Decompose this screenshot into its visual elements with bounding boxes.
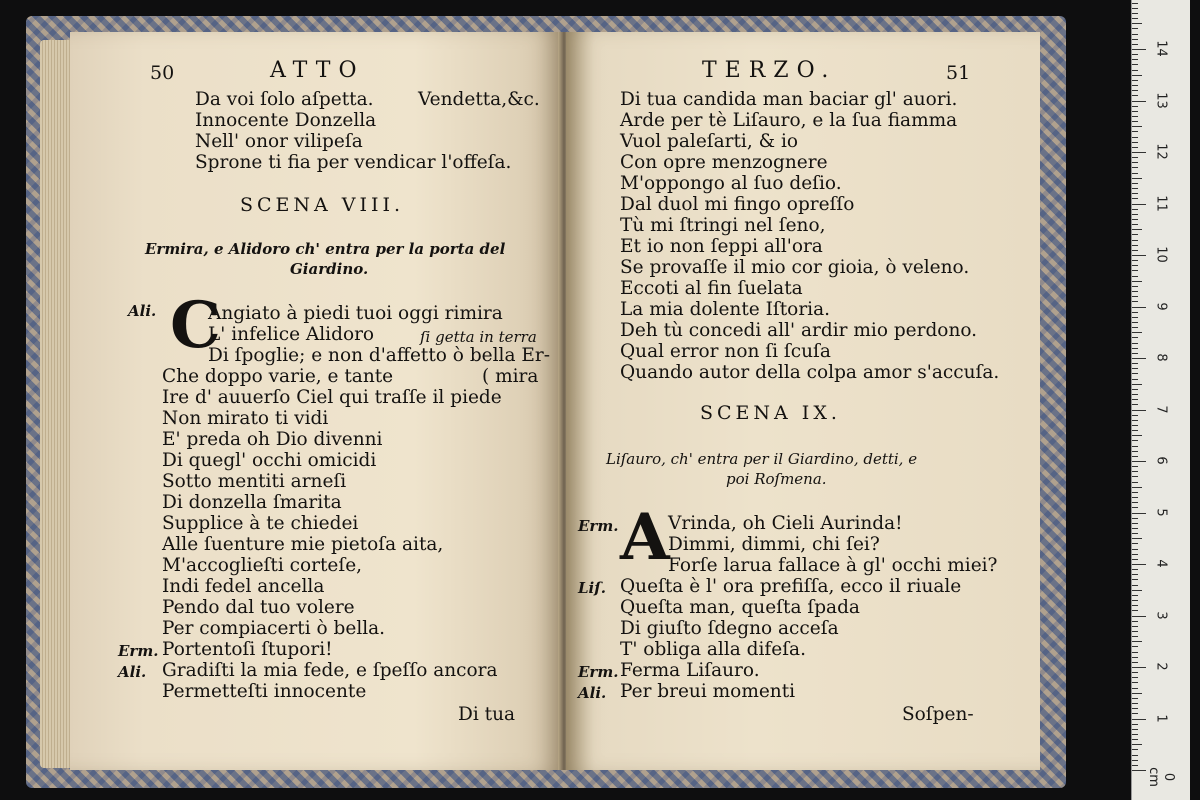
ruler-tick xyxy=(1132,142,1138,143)
ruler-tick xyxy=(1132,209,1138,210)
ruler-tick xyxy=(1132,116,1138,117)
turnover-text: ( mira xyxy=(482,366,539,387)
ruler-tick xyxy=(1132,770,1146,771)
ruler-label: 3 xyxy=(1153,610,1169,620)
ruler-tick xyxy=(1132,564,1146,565)
ruler-tick xyxy=(1132,420,1138,421)
ruler-tick xyxy=(1132,379,1138,380)
verse-line: Di donzella ſmarita xyxy=(162,492,342,513)
right-running-head: TERZO. xyxy=(702,58,837,83)
ruler-tick xyxy=(1132,724,1138,725)
verse-line: Tù mi ſtringi nel ſeno, xyxy=(620,215,826,236)
ruler-tick xyxy=(1132,693,1142,694)
ruler-tick xyxy=(1132,631,1138,632)
scene-description: poi Roſmena. xyxy=(726,470,827,488)
ruler-tick xyxy=(1132,621,1138,622)
ruler-tick xyxy=(1132,260,1138,261)
ruler-tick xyxy=(1132,270,1138,271)
ruler-tick xyxy=(1132,430,1138,431)
verse-line: Dal duol mi fingo opreſſo xyxy=(620,194,855,215)
ruler-tick xyxy=(1132,744,1142,745)
ruler-label: 11 xyxy=(1153,194,1169,212)
ruler-tick xyxy=(1132,8,1138,9)
right-page-number: 51 xyxy=(946,62,971,84)
verse-line: Gradiſti la mia fede, e ſpeſſo ancora xyxy=(162,660,498,681)
ruler-tick xyxy=(1132,198,1138,199)
measurement-ruler xyxy=(1131,0,1190,800)
ruler-label: 5 xyxy=(1153,507,1169,517)
verse-line: Deh tù concedi all' ardir mio perdono. xyxy=(620,320,978,341)
ruler-tick xyxy=(1132,90,1138,91)
scene-title: SCENA IX. xyxy=(700,402,841,424)
ruler-tick xyxy=(1132,440,1138,441)
ruler-tick xyxy=(1132,214,1138,215)
ruler-tick xyxy=(1132,204,1146,205)
ruler-tick xyxy=(1132,523,1138,524)
ruler-tick xyxy=(1132,348,1138,349)
left-page xyxy=(70,32,562,770)
ruler-tick xyxy=(1132,219,1138,220)
verse-line: La mia dolente Iſtoria. xyxy=(620,299,830,320)
ruler-tick xyxy=(1132,554,1138,555)
verse-line: Qual error non ſi ſcuſa xyxy=(620,341,831,362)
ruler-tick xyxy=(1132,193,1138,194)
ruler-tick xyxy=(1132,147,1138,148)
ruler-tick xyxy=(1132,34,1138,35)
ruler-tick xyxy=(1132,487,1142,488)
ruler-tick xyxy=(1132,662,1138,663)
ruler-tick xyxy=(1132,590,1142,591)
catchword: Di tua xyxy=(458,704,516,725)
ruler-tick xyxy=(1132,276,1138,277)
ruler-tick xyxy=(1132,54,1138,55)
verse-line: Per breui momenti xyxy=(620,681,796,702)
ruler-tick xyxy=(1132,250,1138,251)
ruler-tick xyxy=(1132,765,1138,766)
ruler-tick xyxy=(1132,456,1138,457)
verse-line: Che doppo varie, e tante xyxy=(162,366,394,387)
ruler-tick xyxy=(1132,281,1142,282)
ruler-tick xyxy=(1132,698,1138,699)
ruler-tick xyxy=(1132,394,1138,395)
ruler-tick xyxy=(1132,343,1138,344)
ruler-tick xyxy=(1132,492,1138,493)
verse-line: Innocente Donzella xyxy=(195,110,377,131)
ruler-tick xyxy=(1132,734,1138,735)
ruler-tick xyxy=(1132,667,1146,668)
ruler-tick xyxy=(1132,507,1138,508)
scene-description: Liſauro, ch' entra per il Giardino, detti, e xyxy=(606,450,918,468)
ruler-tick xyxy=(1132,682,1138,683)
ruler-tick xyxy=(1132,307,1146,308)
ruler-tick xyxy=(1132,28,1138,29)
ruler-tick xyxy=(1132,513,1146,514)
ruler-tick xyxy=(1132,585,1138,586)
ruler-tick xyxy=(1132,755,1138,756)
ruler-tick xyxy=(1132,286,1138,287)
ruler-tick xyxy=(1132,229,1142,230)
speaker-label: Ali. xyxy=(578,684,607,702)
ruler-tick xyxy=(1132,106,1138,107)
speaker-label: Ali. xyxy=(118,663,147,681)
ruler-tick xyxy=(1132,435,1142,436)
verse-line: Et io non ſeppi all'ora xyxy=(620,236,823,257)
ruler-label: 1 xyxy=(1153,713,1169,723)
ruler-tick xyxy=(1132,353,1138,354)
ruler-tick xyxy=(1132,579,1138,580)
ruler-label: 9 xyxy=(1153,301,1169,311)
verse-line: Portentoſi ſtupori! xyxy=(162,639,333,660)
ruler-tick xyxy=(1132,626,1138,627)
ruler-tick xyxy=(1132,636,1138,637)
speaker-label: Erm. xyxy=(118,642,159,660)
ruler-tick xyxy=(1132,39,1138,40)
ruler-tick xyxy=(1132,49,1146,50)
ruler-tick xyxy=(1132,80,1138,81)
ruler-tick xyxy=(1132,538,1142,539)
verse-line: Queſta man, queſta ſpada xyxy=(620,597,860,618)
ruler-tick xyxy=(1132,18,1138,19)
verse-line: L' infelice Alidoro xyxy=(208,324,375,345)
verse-line: Ire d' auuerſo Ciel qui traſſe il piede xyxy=(162,387,502,408)
ruler-tick xyxy=(1132,137,1138,138)
ruler-tick xyxy=(1132,44,1138,45)
ruler-tick xyxy=(1132,111,1138,112)
ruler-tick xyxy=(1132,760,1138,761)
ruler-tick xyxy=(1132,729,1138,730)
drop-cap: A xyxy=(620,500,670,575)
ruler-tick xyxy=(1132,152,1146,153)
ruler-tick xyxy=(1132,322,1138,323)
ruler-label: 8 xyxy=(1153,353,1169,362)
verse-line: Nell' onor vilipeſa xyxy=(195,131,363,152)
ruler-tick xyxy=(1132,476,1138,477)
ruler-tick xyxy=(1132,497,1138,498)
ruler-tick xyxy=(1132,167,1138,168)
ruler-tick xyxy=(1132,719,1146,720)
verse-line: Angiato à piedi tuoi oggi rimira xyxy=(208,303,503,324)
ruler-tick xyxy=(1132,384,1142,385)
ruler-tick xyxy=(1132,502,1138,503)
ruler-tick xyxy=(1132,652,1138,653)
ruler-tick xyxy=(1132,672,1138,673)
ruler-tick xyxy=(1132,358,1146,359)
ruler-tick xyxy=(1132,703,1138,704)
ruler-tick xyxy=(1132,688,1138,689)
speaker-label: Ali. xyxy=(128,302,157,320)
catchword: Soſpen- xyxy=(902,704,974,725)
ruler-label: 12 xyxy=(1153,143,1169,160)
verse-line: Permetteſti innocente xyxy=(162,681,367,702)
ruler-tick xyxy=(1132,533,1138,534)
ruler-tick xyxy=(1132,23,1142,24)
speaker-label: Liſ. xyxy=(578,579,606,597)
verse-line: E' preda oh Dio divenni xyxy=(162,429,383,450)
ruler-tick xyxy=(1132,337,1138,338)
ruler-tick xyxy=(1132,610,1138,611)
ruler-tick xyxy=(1132,126,1142,127)
ruler-tick xyxy=(1132,121,1138,122)
verse-line: Quando autor della colpa amor s'accuſa. xyxy=(620,362,1000,383)
verse-line: Forſe larua fallace à gl' occhi miei? xyxy=(668,555,998,576)
verse-line: M'oppongo al ſuo deſio. xyxy=(620,173,842,194)
ruler-tick xyxy=(1132,605,1138,606)
ruler-tick xyxy=(1132,224,1138,225)
ruler-label: 6 xyxy=(1153,456,1169,465)
ruler-tick xyxy=(1132,173,1138,174)
ruler-tick xyxy=(1132,399,1138,400)
ruler-tick xyxy=(1132,312,1138,313)
verse-line: Arde per tè Liſauro, e la ſua fiamma xyxy=(620,110,958,131)
ruler-label: 10 xyxy=(1153,246,1169,263)
ruler-tick xyxy=(1132,574,1138,575)
ruler-tick xyxy=(1132,425,1138,426)
ruler-tick xyxy=(1132,600,1138,601)
ruler-tick xyxy=(1132,410,1146,411)
speaker-label: Erm. xyxy=(578,517,619,535)
verse-line: Di ſpoglie; e non d'affetto ò bella Er- xyxy=(208,345,550,366)
drop-cap: C xyxy=(170,288,221,363)
ruler-tick xyxy=(1132,363,1138,364)
ruler-tick xyxy=(1132,162,1138,163)
verse-line: Pendo dal tuo volere xyxy=(162,597,355,618)
ruler-tick xyxy=(1132,446,1138,447)
ruler-tick xyxy=(1132,616,1146,617)
verse-line: Vrinda, oh Cieli Aurinda! xyxy=(668,513,903,534)
verse-line: Queſta è l' ora prefiſſa, ecco il riuale xyxy=(620,576,962,597)
ruler-tick xyxy=(1132,528,1138,529)
ruler-tick xyxy=(1132,240,1138,241)
verse-line: Indi fedel ancella xyxy=(162,576,325,597)
ruler-tick xyxy=(1132,518,1138,519)
verse-line: Con opre menzognere xyxy=(620,152,828,173)
scene-description: Giardino. xyxy=(290,260,369,278)
verse-line: Eccoti al fin ſuelata xyxy=(620,278,803,299)
page-edges xyxy=(40,40,72,768)
ruler-tick xyxy=(1132,708,1138,709)
ruler-tick xyxy=(1132,70,1138,71)
ruler-tick xyxy=(1132,749,1138,750)
ruler-tick xyxy=(1132,404,1138,405)
ruler-tick xyxy=(1132,739,1138,740)
speaker-label: Erm. xyxy=(578,663,619,681)
verse-line: Vuol paleſarti, & io xyxy=(620,131,798,152)
ruler-label: 7 xyxy=(1153,404,1169,414)
verse-line: Per compiacerti ò bella. xyxy=(162,618,386,639)
ruler-tick xyxy=(1132,646,1138,647)
ruler-tick xyxy=(1132,415,1138,416)
verse-line: Sotto mentiti arneſi xyxy=(162,471,347,492)
verse-line: Se provaſſe il mio cor gioia, ò veleno. xyxy=(620,257,970,278)
ruler-tick xyxy=(1132,482,1138,483)
ruler-label: 14 xyxy=(1153,40,1169,57)
ruler-tick xyxy=(1132,373,1138,374)
ruler-tick xyxy=(1132,677,1138,678)
ruler-tick xyxy=(1132,317,1138,318)
scene-description: Ermira, e Alidoro ch' entra per la porta del xyxy=(145,240,506,258)
ruler-tick xyxy=(1132,183,1138,184)
ruler-tick xyxy=(1132,451,1138,452)
verse-line: M'accoglieſti corteſe, xyxy=(162,555,363,576)
ruler-tick xyxy=(1132,549,1138,550)
ruler-tick xyxy=(1132,368,1138,369)
verse-line: Supplice à te chiedei xyxy=(162,513,359,534)
ruler-tick xyxy=(1132,595,1138,596)
verse-line: Ferma Liſauro. xyxy=(620,660,760,681)
verse-line: Da voi ſolo aſpetta. xyxy=(195,89,374,110)
ruler-tick xyxy=(1132,255,1146,256)
ruler-tick xyxy=(1132,543,1138,544)
right-page xyxy=(566,32,1040,770)
refrain-text: Vendetta,&c. xyxy=(418,89,540,110)
ruler-tick xyxy=(1132,245,1138,246)
ruler-tick xyxy=(1132,75,1142,76)
ruler-tick xyxy=(1132,291,1138,292)
ruler-tick xyxy=(1132,59,1138,60)
stage-direction: ſi getta in terra xyxy=(420,328,537,346)
ruler-tick xyxy=(1132,327,1138,328)
ruler-label: 13 xyxy=(1153,91,1169,109)
ruler-tick xyxy=(1132,85,1138,86)
verse-line: Di giuſto ſdegno acceſa xyxy=(620,618,839,639)
ruler-label: 0 cm xyxy=(1146,767,1176,787)
left-running-head: ATTO xyxy=(270,58,365,83)
verse-line: Sprone ti fia per vendicar l'offeſa. xyxy=(195,152,512,173)
ruler-tick xyxy=(1132,461,1146,462)
ruler-tick xyxy=(1132,234,1138,235)
ruler-tick xyxy=(1132,95,1138,96)
ruler-tick xyxy=(1132,471,1138,472)
ruler-tick xyxy=(1132,301,1138,302)
verse-line: Non mirato ti vidi xyxy=(162,408,329,429)
ruler-tick xyxy=(1132,3,1138,4)
ruler-tick xyxy=(1132,178,1142,179)
ruler-tick xyxy=(1132,188,1138,189)
verse-line: Di quegl' occhi omicidi xyxy=(162,450,377,471)
ruler-tick xyxy=(1132,713,1138,714)
ruler-label: 2 xyxy=(1153,662,1169,671)
verse-line: Di tua candida man baciar gl' auori. xyxy=(620,89,958,110)
ruler-tick xyxy=(1132,13,1138,14)
verse-line: T' obliga alla difeſa. xyxy=(620,639,806,660)
verse-line: Dimmi, dimmi, chi ſei? xyxy=(668,534,880,555)
ruler-label: 4 xyxy=(1153,559,1169,568)
verse-line: Alle ſuenture mie pietoſa aita, xyxy=(162,534,444,555)
ruler-tick xyxy=(1132,466,1138,467)
ruler-tick xyxy=(1132,101,1146,102)
left-page-number: 50 xyxy=(150,62,175,84)
ruler-tick xyxy=(1132,332,1142,333)
ruler-tick xyxy=(1132,641,1142,642)
ruler-tick xyxy=(1132,265,1138,266)
ruler-tick xyxy=(1132,296,1138,297)
ruler-tick xyxy=(1132,64,1138,65)
scene-title: SCENA VIII. xyxy=(240,194,405,216)
ruler-tick xyxy=(1132,569,1138,570)
ruler-tick xyxy=(1132,559,1138,560)
ruler-tick xyxy=(1132,157,1138,158)
ruler-tick xyxy=(1132,131,1138,132)
ruler-tick xyxy=(1132,657,1138,658)
ruler-tick xyxy=(1132,389,1138,390)
